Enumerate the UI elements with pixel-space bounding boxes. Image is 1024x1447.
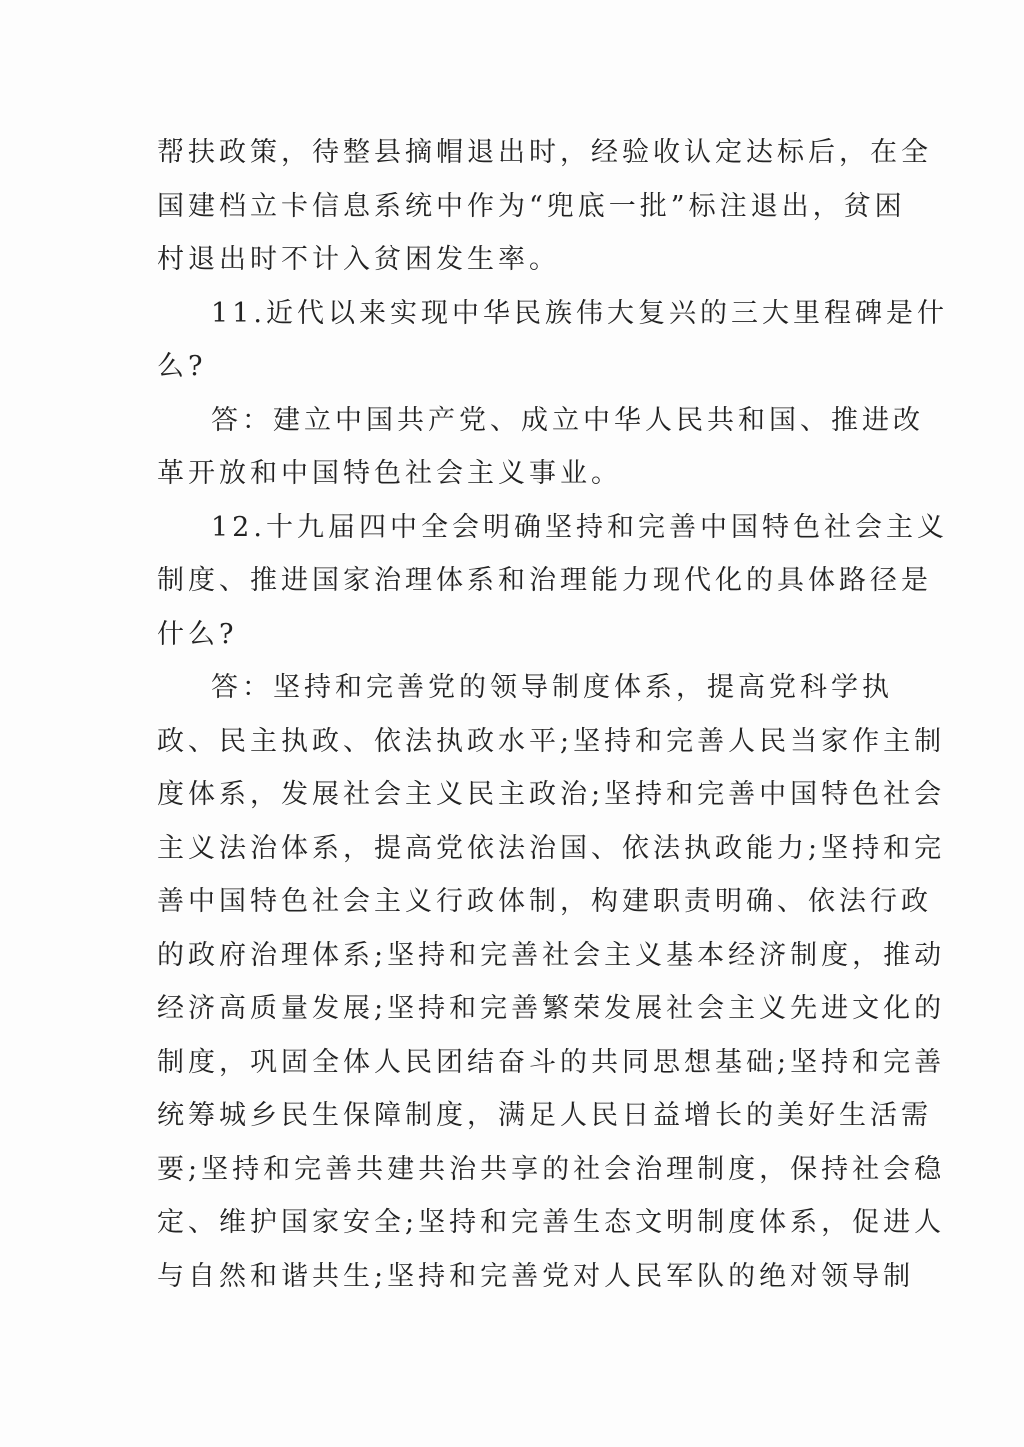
text-line: 什么?	[157, 618, 238, 650]
text-line: 的政府治理体系;坚持和完善社会主义基本经济制度，推动	[157, 939, 946, 971]
text-line: 么?	[157, 351, 207, 382]
text-line: 革开放和中国特色社会主义事业。	[157, 458, 622, 489]
text-line: 政、民主执政、依法执政水平;坚持和完善人民当家作主制	[157, 725, 946, 757]
text-line: 定、维护国家安全;坚持和完善生态文明制度体系，促进人	[157, 1207, 946, 1238]
text-line: 善中国特色社会主义行政体制，构建职责明确、依法行政	[157, 886, 932, 917]
text-line: 与自然和谐共生;坚持和完善党对人民军队的绝对领导制	[157, 1260, 915, 1292]
question-11-line: 11.近代以来实现中华民族伟大复兴的三大里程碑是什	[211, 297, 948, 329]
text-line: 要;坚持和完善共建共治共享的社会治理制度，保持社会稳	[157, 1153, 946, 1185]
text-line: 帮扶政策，待整县摘帽退出时，经验收认定达标后，在全	[157, 137, 932, 168]
text-line: 经济高质量发展;坚持和完善繁荣发展社会主义先进文化的	[157, 993, 946, 1024]
question-12-line: 12.十九届四中全会明确坚持和完善中国特色社会主义	[211, 511, 948, 543]
text-line: 主义法治体系，提高党依法治国、依法执政能力;坚持和完	[157, 832, 946, 864]
document-body	[157, 126, 948, 1303]
text-line: 制度、推进国家治理体系和治理能力现代化的具体路径是	[157, 565, 932, 596]
text-line: 村退出时不计入贫困发生率。	[157, 244, 560, 275]
text-line: 国建档立卡信息系统中作为“兜底一批”标注退出，贫困	[157, 190, 906, 222]
answer-12-line: 答：坚持和完善党的领导制度体系，提高党科学执	[211, 672, 893, 703]
text-line: 制度，巩固全体人民团结奋斗的共同思想基础;坚持和完善	[157, 1046, 946, 1078]
text-line: 度体系，发展社会主义民主政治;坚持和完善中国特色社会	[157, 779, 946, 810]
answer-11-line: 答：建立中国共产党、成立中华人民共和国、推进改	[211, 404, 924, 436]
text-line: 统筹城乡民生保障制度，满足人民日益增长的美好生活需	[157, 1100, 932, 1131]
